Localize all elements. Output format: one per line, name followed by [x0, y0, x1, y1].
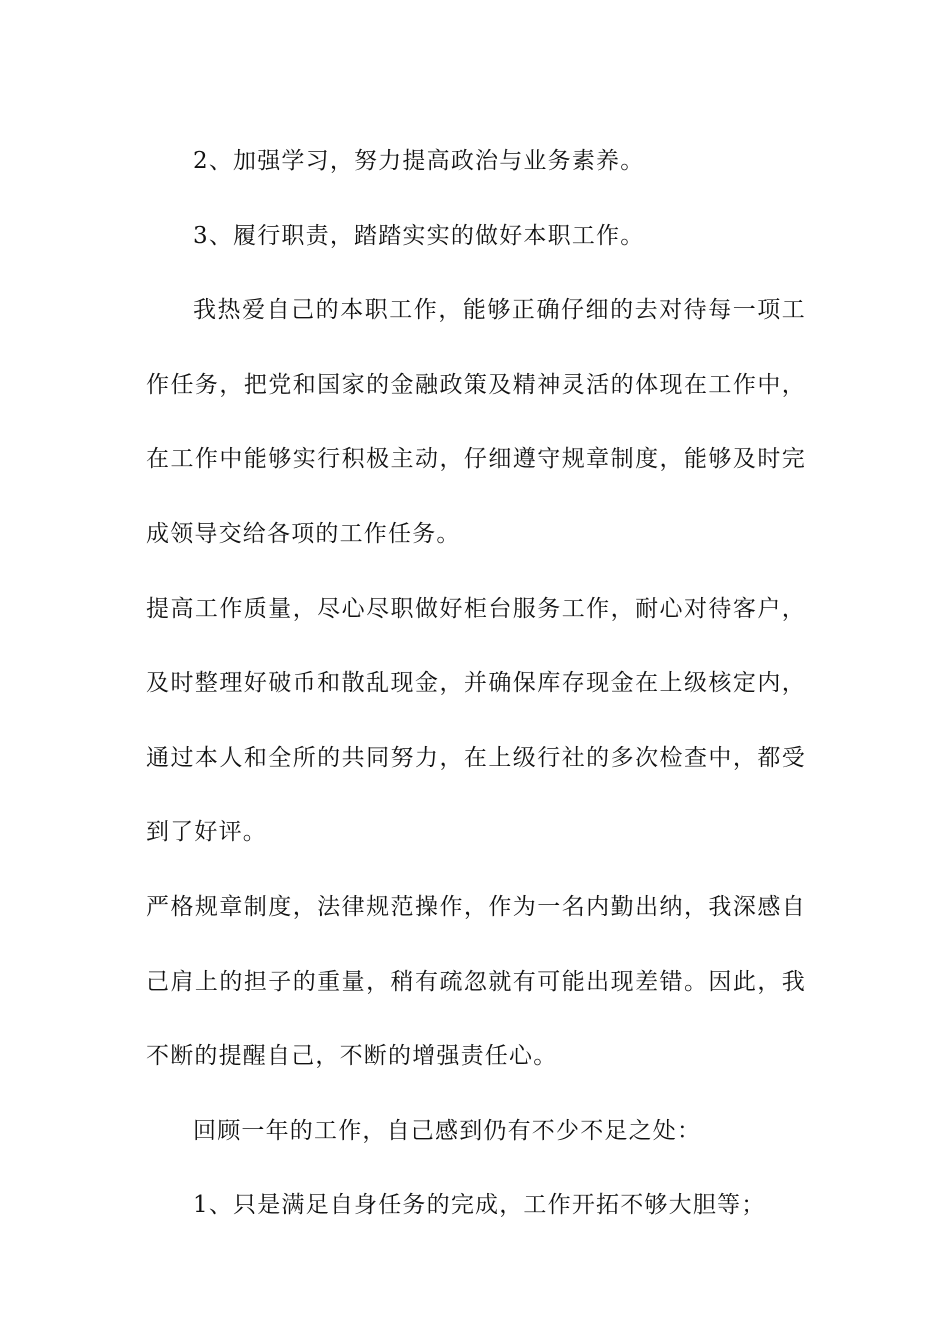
paragraph-work-attitude: 我热爱自己的本职工作，能够正确仔细的去对待每一项工作任务，把党和国家的金融政策及精神灵活的体现在工作中，在工作中能够实行积极主动，仔细遵守规章制度，能够及时完成领导交给各项的工作任务。: [146, 297, 806, 547]
paragraph-work-quality: 提高工作质量，尽心尽职做好柜台服务工作，耐心对待客户，及时整理好破币和散乱现金，并确保库存现金在上级核定内，通过本人和全所的共同努力，在上级行社的多次检查中，都受到了好评。: [146, 595, 806, 846]
paragraph-item-2: 2、加强学习，努力提高政治与业务素养。: [193, 148, 645, 174]
paragraph-shortcoming-1: 1、只是满足自身任务的完成，工作开拓不够大胆等；: [193, 1192, 766, 1219]
document-body: [146, 124, 806, 1243]
paragraph-item-3: 3、履行职责，踏踏实实的做好本职工作。: [193, 222, 645, 249]
paragraph-review: 回顾一年的工作，自己感到仍有不少不足之处：: [193, 1117, 702, 1144]
paragraph-rules: 严格规章制度，法律规范操作，作为一名内勤出纳，我深感自己肩上的担子的重量，稍有疏忽就有可能出现差错。因此，我不断的提醒自己，不断的增强责任心。: [146, 893, 806, 1070]
